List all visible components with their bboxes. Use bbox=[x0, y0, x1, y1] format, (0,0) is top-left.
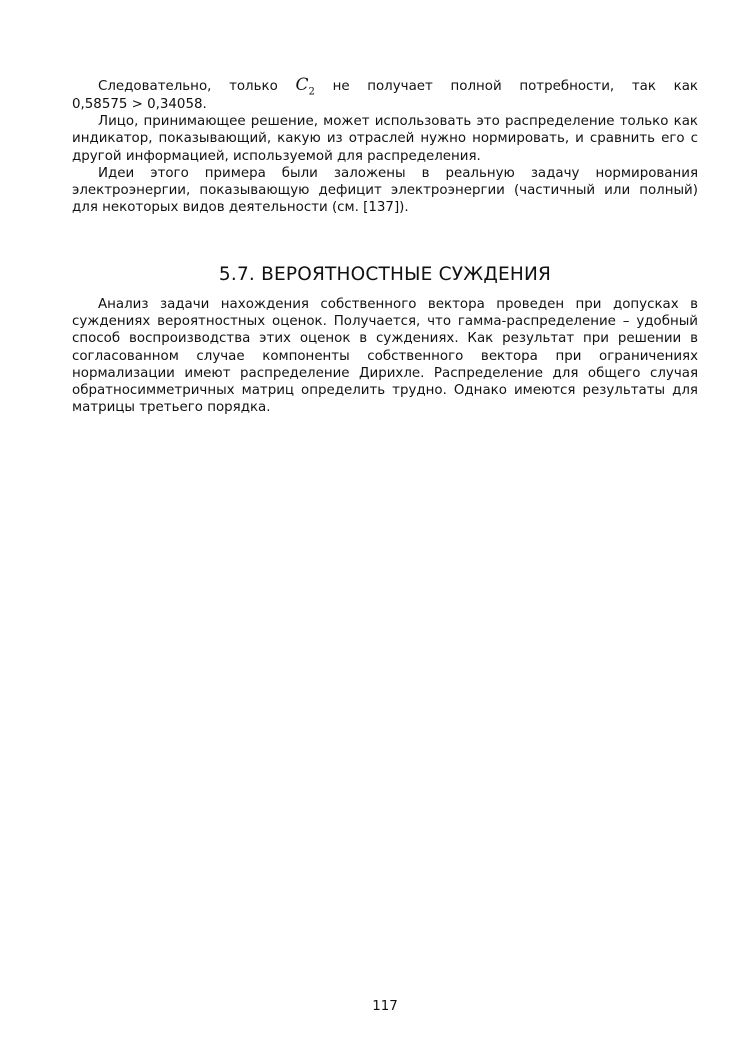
paragraph-probabilistic-judgments: Анализ задачи нахождения собственного вектора проведен при допусках в суждениях вероятностных оценок. Получается, что гамма-распределение – удобный способ воспроизводства этих оценок в суждениях. Как результат при решении в согласованном случае компоненты собственного вектора при ограничениях нормализации имеют распределение Дирихле. Распределение для общего случая обратносимметричных матриц определить трудно. Однако имеются результаты для матрицы третьего порядка. bbox=[72, 297, 698, 416]
section-probabilistic-text bbox=[72, 296, 698, 416]
conclusion-inequality: 0,58575 > 0,34058. bbox=[72, 97, 207, 112]
section-intro-text bbox=[72, 74, 698, 216]
paragraph-example-ideas: Идеи этого примера были заложены в реальную задачу нормирования электроэнергии, показывающую дефицит электроэнергии (частичный или полный) для некоторых видов деятельности (см. [137]). bbox=[72, 165, 698, 216]
paragraph-conclusion-line1 bbox=[72, 74, 698, 96]
math-symbol-c2 bbox=[295, 75, 315, 98]
conclusion-text-after: не получает полной потребности, так как bbox=[332, 79, 698, 94]
conclusion-text-before: Следовательно, только bbox=[98, 79, 278, 94]
paragraph-conclusion bbox=[72, 74, 698, 113]
math-symbol-letter: C bbox=[295, 75, 309, 95]
paragraph-decision-maker: Лицо, принимающее решение, может использовать это распределение только как индикатор, показывающий, какую из отраслей нужно нормировать, и сравнить его с другой информацией, используемой для распределения. bbox=[72, 114, 698, 164]
section-heading: 5.7. ВЕРОЯТНОСТНЫЕ СУЖДЕНИЯ bbox=[218, 264, 552, 285]
page-number: 117 bbox=[372, 999, 398, 1014]
math-symbol-subscript: 2 bbox=[308, 86, 315, 98]
